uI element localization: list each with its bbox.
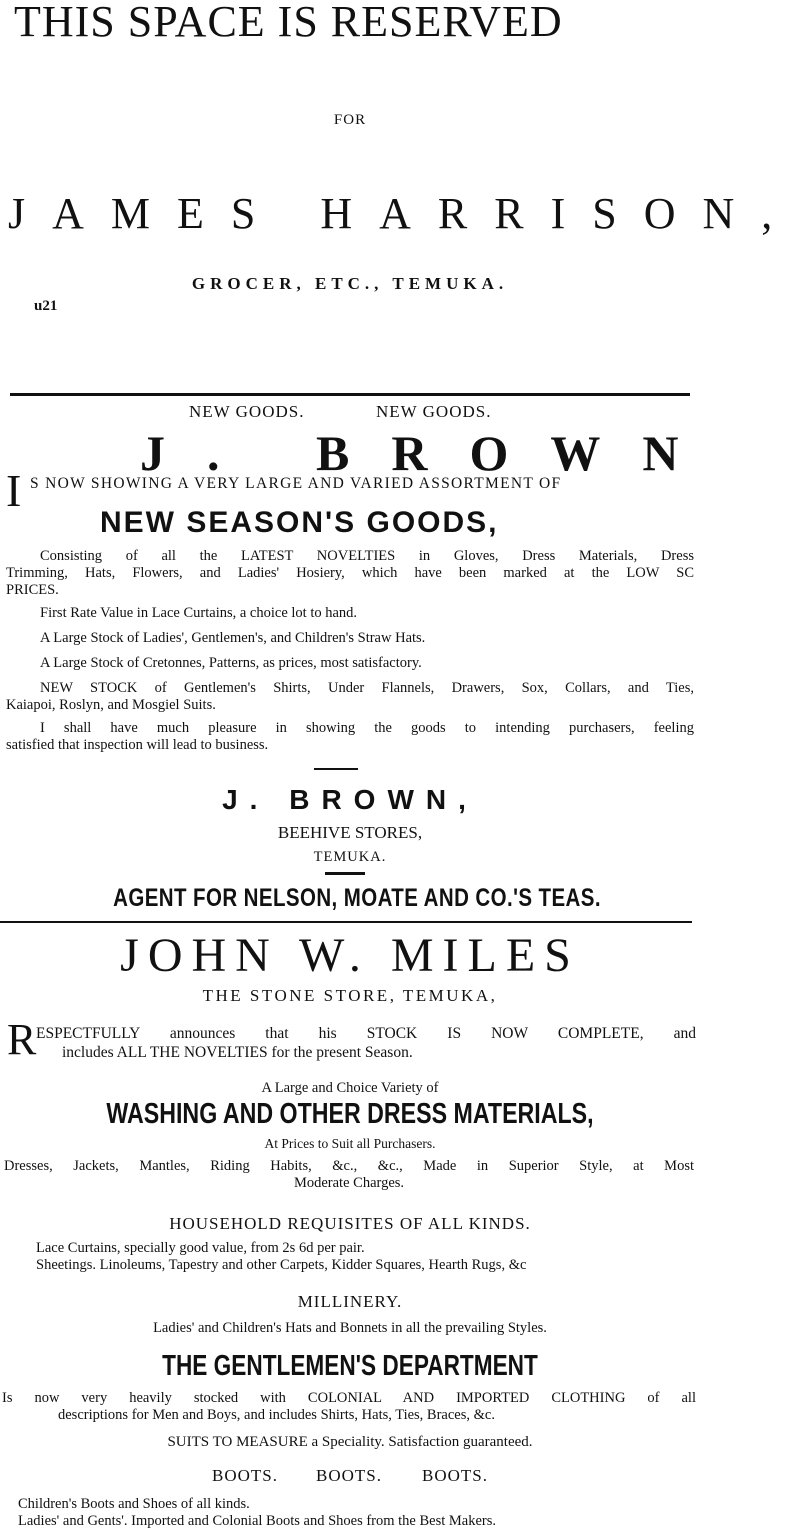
dresses-para <box>4 1158 694 1192</box>
brown-signature-name: J. BROWN, <box>222 784 478 815</box>
brown-town: TEMUKA. <box>313 849 387 865</box>
hats-line: Ladies' and Children's Hats and Bonnets in all the prevailing Styles. <box>153 1320 547 1336</box>
gents-line: descriptions for Men and Boys, and includes Shirts, Hats, Ties, Braces, &c. <box>58 1407 495 1423</box>
household-line: Sheetings. Linoleums, Tapestry and other Carpets, Kidder Squares, Hearth Rugs, &c <box>36 1257 527 1273</box>
boots-label: BOOTS. <box>422 1466 488 1485</box>
dresses-line: Moderate Charges. <box>293 1175 405 1191</box>
drop-cap: R <box>7 1015 37 1064</box>
brown-para: Kaiapoi, Roslyn, and Mosgiel Suits. <box>6 697 216 713</box>
short-divider <box>314 768 358 770</box>
agent-line: AGENT FOR NELSON, MOATE AND CO.'S TEAS. <box>113 884 601 912</box>
for-label: FOR <box>333 112 367 128</box>
boots-line: Ladies' and Gents'. Imported and Colonial Boots and Shoes from the Best Makers. <box>18 1513 497 1529</box>
boots-label: BOOTS. <box>212 1466 278 1485</box>
reserved-headline: THIS SPACE IS RESERVED <box>14 0 563 46</box>
washing-headline: WASHING AND OTHER DRESS MATERIALS, <box>106 1098 594 1130</box>
suits-line: SUITS TO MEASURE a Speciality. Satisfaction guaranteed. <box>167 1434 533 1450</box>
millinery-heading: MILLINERY. <box>297 1292 403 1311</box>
household-list <box>4 1240 696 1274</box>
miles-intro <box>36 1024 696 1062</box>
gents-headline: THE GENTLEMEN'S DEPARTMENT <box>162 1350 538 1382</box>
brown-intro: S NOW SHOWING A VERY LARGE AND VARIED ASSORTMENT OF <box>30 475 562 492</box>
brown-name-large: J. BROWN <box>140 425 721 481</box>
brown-para: Trimming, Hats, Flowers, and Ladies' Hosiery, which have been marked at the LOW SC <box>6 565 694 581</box>
new-goods-label: NEW GOODS. <box>189 402 305 421</box>
brown-store: BEEHIVE STORES, <box>277 823 423 842</box>
harrison-code: u21 <box>34 298 58 314</box>
drop-cap: I <box>6 465 22 516</box>
miles-intro-line: ESPECTFULLY announces that his STOCK IS NOW COMPLETE, and <box>36 1025 696 1042</box>
miles-name: JOHN W. MILES <box>120 929 580 982</box>
gents-line: Is now very heavily stocked with COLONIAL AND IMPORTED CLOTHING of all <box>2 1390 696 1406</box>
household-line: Lace Curtains, specially good value, from 2s 6d per pair. <box>36 1240 365 1256</box>
dresses-line: Dresses, Jackets, Mantles, Riding Habits, &c., &c., Made in Superior Style, at Most <box>4 1158 694 1174</box>
variety-label: A Large and Choice Variety of <box>261 1080 439 1096</box>
miles-store: THE STONE STORE, TEMUKA, <box>202 986 498 1005</box>
brown-para: A Large Stock of Cretonnes, Patterns, as prices, most satisfactory. <box>40 655 422 671</box>
brown-para: Consisting of all the LATEST NOVELTIES in Gloves, Dress Materials, Dress <box>40 548 694 564</box>
brown-para: I shall have much pleasure in showing the goods to intending purchasers, feeling <box>40 720 694 736</box>
section-divider <box>0 921 692 923</box>
short-divider <box>325 872 365 875</box>
miles-intro-line: includes ALL THE NOVELTIES for the present Season. <box>62 1044 413 1061</box>
section-divider <box>10 393 690 396</box>
household-heading: HOUSEHOLD REQUISITES OF ALL KINDS. <box>169 1214 531 1233</box>
prices-label: At Prices to Suit all Purchasers. <box>264 1136 436 1151</box>
brown-para: satisfied that inspection will lead to business. <box>6 737 269 753</box>
brown-para: First Rate Value in Lace Curtains, a choice lot to hand. <box>40 605 358 621</box>
brown-body <box>6 548 694 754</box>
harrison-name: JAMES HARRISON, <box>8 189 799 238</box>
boots-list <box>18 1496 698 1530</box>
boots-label: BOOTS. <box>316 1466 382 1485</box>
gents-para <box>2 1390 696 1424</box>
new-season-headline: NEW SEASON'S GOODS, <box>100 506 499 539</box>
brown-para: PRICES. <box>6 582 59 598</box>
boots-line: Children's Boots and Shoes of all kinds. <box>18 1496 250 1512</box>
new-goods-label: NEW GOODS. <box>376 402 492 421</box>
harrison-trade: GROCER, ETC., TEMUKA. <box>191 274 509 293</box>
brown-para: NEW STOCK of Gentlemen's Shirts, Under Flannels, Drawers, Sox, Collars, and Ties, <box>40 680 694 696</box>
brown-para: A Large Stock of Ladies', Gentlemen's, and Children's Straw Hats. <box>40 630 426 646</box>
